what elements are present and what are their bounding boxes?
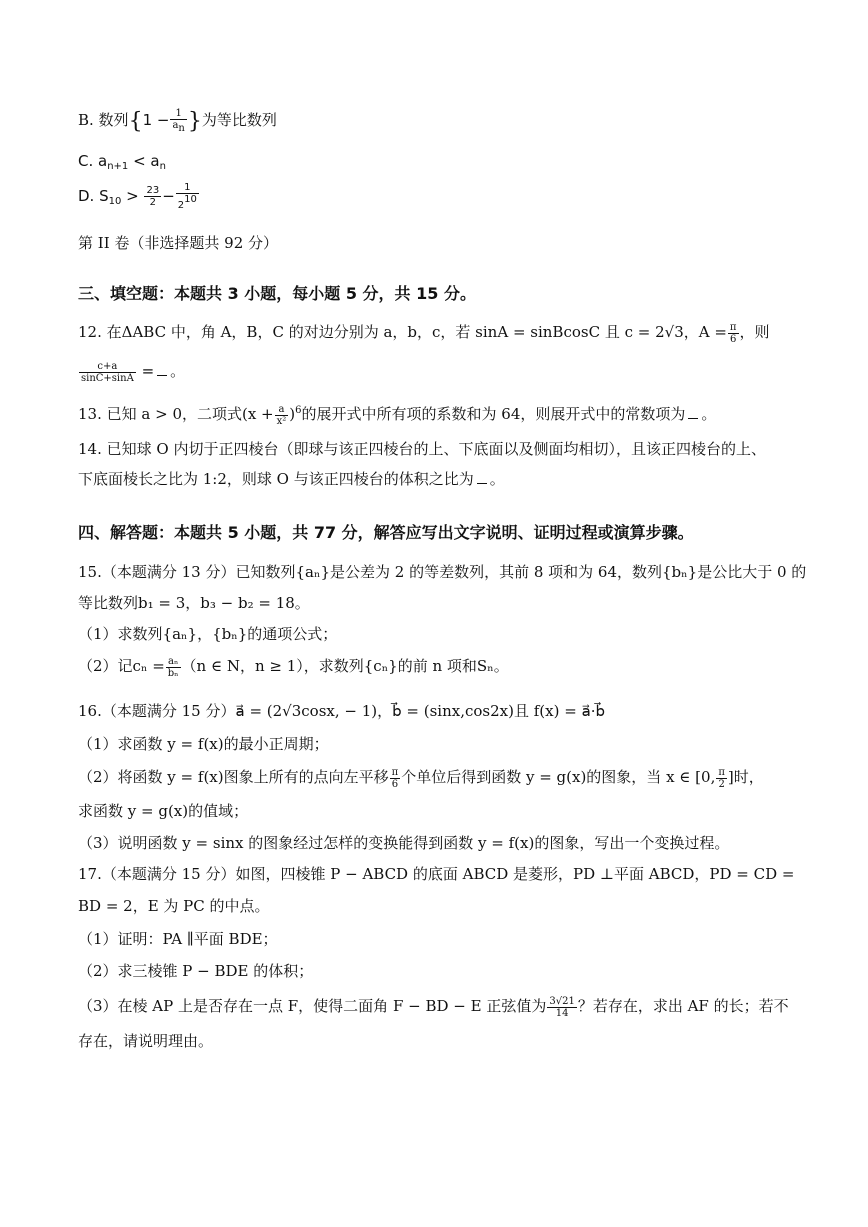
question-16-part-3: （3）说明函数 y = sinx 的图象经过怎样的变换能得到函数 y = f(x)的图象，写出一个变换过程。 xyxy=(78,834,730,852)
option-d-fraction-1: $\frac{23}{2}$ xyxy=(146,185,160,208)
option-b-suffix: 为等比数列 xyxy=(201,111,277,129)
question-13: 13. 已知 a > 0，二项式(x + $\frac{a}{\text{x²}}$ )$^6$的展开式中所有项的系数和为 64，则展开式中的常数项为 。 xyxy=(78,403,717,427)
question-14-line-1: 14. 已知球 O 内切于正四棱台（即球与该正四棱台的上、下底面以及侧面均相切），且该正四棱台的上、 xyxy=(78,440,766,458)
question-17-part-3: （3）在棱 AP 上是否存在一点 F，使得二面角 F − BD − E 正弦值为 $\frac{3√21}{14}$ ？若存在，求出 AF 的长；若不 xyxy=(78,995,789,1019)
right-brace: } xyxy=(187,109,202,134)
part-two-title: 第 II 卷（非选择题共 92 分） xyxy=(78,234,279,252)
question-17-line-1: 17.（本题满分 15 分）如图，四棱锥 P − ABCD 的底面 ABCD 是菱形，PD ⊥平面 ABCD，PD = CD = xyxy=(78,865,795,883)
question-12-fraction: $\frac{c+a}{\sin C+\sin A}$ xyxy=(81,360,134,384)
question-17-line-2: BD = 2，E 为 PC 的中点。 xyxy=(78,897,270,915)
option-b-prefix: B. 数列 xyxy=(78,111,129,129)
question-16-part-2: （2）将函数 y = f(x)图象上所有的点向左平移 $\frac{\pi}{6}$ 个单位后得到函数 y = g(x)的图象，当 x ∈ [0, $\frac{\pi}{2}$ ]时， xyxy=(78,766,764,790)
option-b-one: 1 − xyxy=(142,111,170,129)
question-17-part-1: （1）证明：PA ∥平面 BDE； xyxy=(78,930,278,948)
question-14-line-2: 下底面棱长之比为 1:2，则球 O 与该正四棱台的体积之比为 。 xyxy=(78,470,505,488)
question-16-line-1: 16.（本题满分 15 分）a⃗ = (2√3cosx, − 1)，b⃗ = (sinx,cos2x)且 f(x) = a⃗·b⃗ xyxy=(78,702,606,720)
section-three-header: 三、填空题：本题共 3 小题，每小题 5 分，共 15 分。 xyxy=(78,284,476,303)
option-c: C. $a_{n+1} < a_n$ xyxy=(78,152,166,172)
option-d: D. $S_{10}$ > $\frac{23}{2}$ − $\frac{1}{2^{10}}$ xyxy=(78,182,197,211)
option-d-fraction-2: $\frac{1}{2^{10}}$ xyxy=(177,182,197,211)
answer-blank xyxy=(688,412,698,419)
option-b xyxy=(78,108,277,134)
question-15-part-1: （1）求数列{aₙ}，{bₙ}的通项公式； xyxy=(78,625,338,643)
question-17-part-2: （2）求三棱锥 P − BDE 的体积； xyxy=(78,962,314,980)
option-b-fraction: $\frac{1}{a_n}$ xyxy=(172,108,185,134)
section-four-header: 四、解答题：本题共 5 小题，共 77 分，解答应写出文字说明、证明过程或演算步骤。 xyxy=(78,523,694,542)
question-15-part-2: （2）记cₙ = $\frac{\text{aₙ}}{\text{bₙ}}$ （n ∈ N，n ≥ 1），求数列{cₙ}的前 n 项和Sₙ。 xyxy=(78,655,509,679)
left-brace: { xyxy=(128,109,143,134)
question-17-part-3-line-2: 存在，请说明理由。 xyxy=(78,1032,214,1050)
question-16-part-2-line-2: 求函数 y = g(x)的值域； xyxy=(78,802,249,820)
question-15-line-1: 15.（本题满分 13 分）已知数列{aₙ}是公差为 2 的等差数列，其前 8 项和为 64，数列{bₙ}是公比大于 0 的 xyxy=(78,563,807,581)
question-15-line-2: 等比数列b₁ = 3，b₃ − b₂ = 18。 xyxy=(78,594,310,612)
answer-blank xyxy=(157,369,167,376)
question-12-line-1: 12. 在ΔABC 中，角 A，B，C 的对边分别为 a，b，c，若 sinA = sinBcosC 且 c = 2√3，A = $\frac{\pi}{6}$ ，则 xyxy=(78,321,770,345)
answer-blank xyxy=(477,477,487,484)
question-16-part-1: （1）求函数 y = f(x)的最小正周期； xyxy=(78,735,329,753)
question-12-line-2: $\frac{c+a}{\sin C+\sin A}$ = 。 xyxy=(81,360,186,384)
